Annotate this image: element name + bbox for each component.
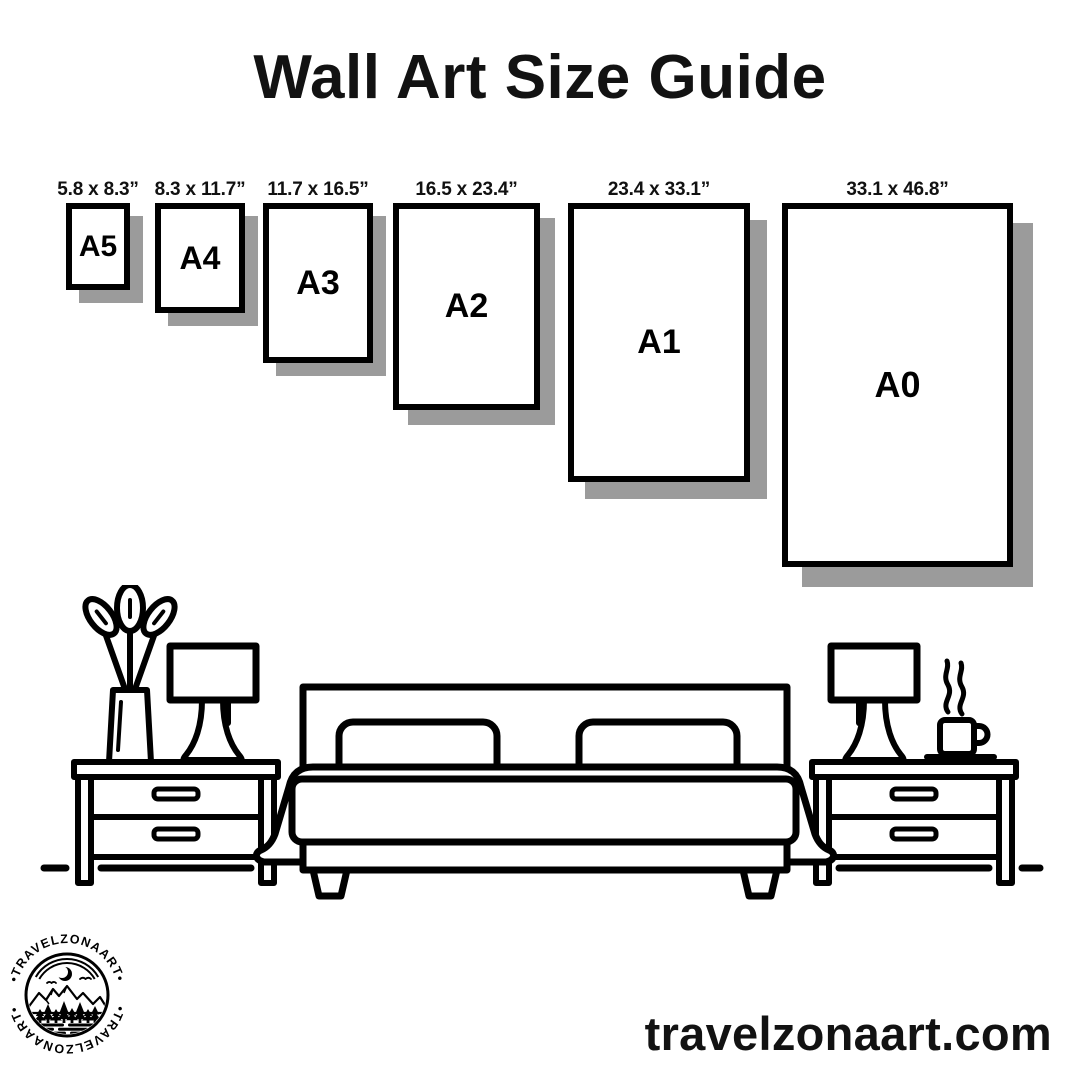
flower-vase bbox=[79, 585, 180, 762]
bird-icon bbox=[80, 978, 91, 979]
bedroom-illustration bbox=[0, 585, 1080, 905]
size-code-a0: A0 bbox=[874, 364, 921, 405]
nightstand-left bbox=[74, 762, 278, 883]
steaming-coffee-cup bbox=[927, 661, 994, 757]
bed-leg bbox=[313, 870, 347, 896]
size-code-a2: A2 bbox=[444, 287, 489, 325]
website-url: travelzonaart.com bbox=[644, 1007, 1052, 1060]
table-lamp-left bbox=[170, 646, 256, 760]
travelzonaart-logo bbox=[6, 933, 128, 1055]
size-dimensions-a0: 33.1 x 46.8” bbox=[846, 179, 949, 200]
bed-leg bbox=[743, 870, 777, 896]
badge-arc-text-top: •TRAVELZONAART• bbox=[6, 933, 128, 984]
size-code-a5: A5 bbox=[78, 229, 118, 263]
page-title: Wall Art Size Guide bbox=[253, 43, 827, 112]
size-card-a1 bbox=[568, 179, 750, 482]
bed bbox=[256, 687, 833, 896]
size-dimensions-a1: 23.4 x 33.1” bbox=[607, 179, 711, 200]
steam-icon bbox=[960, 663, 964, 714]
size-code-a3: A3 bbox=[296, 263, 340, 302]
badge-arc-text-bottom: •TRAVELZONAART• bbox=[6, 1004, 128, 1055]
size-dimensions-a2: 16.5 x 23.4” bbox=[415, 179, 518, 200]
size-dimensions-a5: 5.8 x 8.3” bbox=[57, 179, 139, 200]
size-code-a1: A1 bbox=[637, 323, 681, 361]
size-card-a4 bbox=[154, 179, 246, 313]
bed-base bbox=[303, 842, 787, 870]
size-code-a4: A4 bbox=[179, 239, 221, 276]
table-lamp-right bbox=[831, 646, 917, 760]
size-card-a3 bbox=[263, 179, 373, 363]
steam-icon bbox=[946, 661, 950, 712]
nightstand-right bbox=[812, 762, 1016, 883]
size-dimensions-a3: 11.7 x 16.5” bbox=[267, 179, 369, 200]
size-card-a5 bbox=[57, 179, 139, 290]
size-card-a2 bbox=[393, 179, 540, 410]
size-dimensions-a4: 8.3 x 11.7” bbox=[154, 179, 246, 200]
mattress bbox=[292, 779, 796, 842]
size-card-a0 bbox=[782, 179, 1013, 567]
bird-icon bbox=[47, 982, 56, 983]
